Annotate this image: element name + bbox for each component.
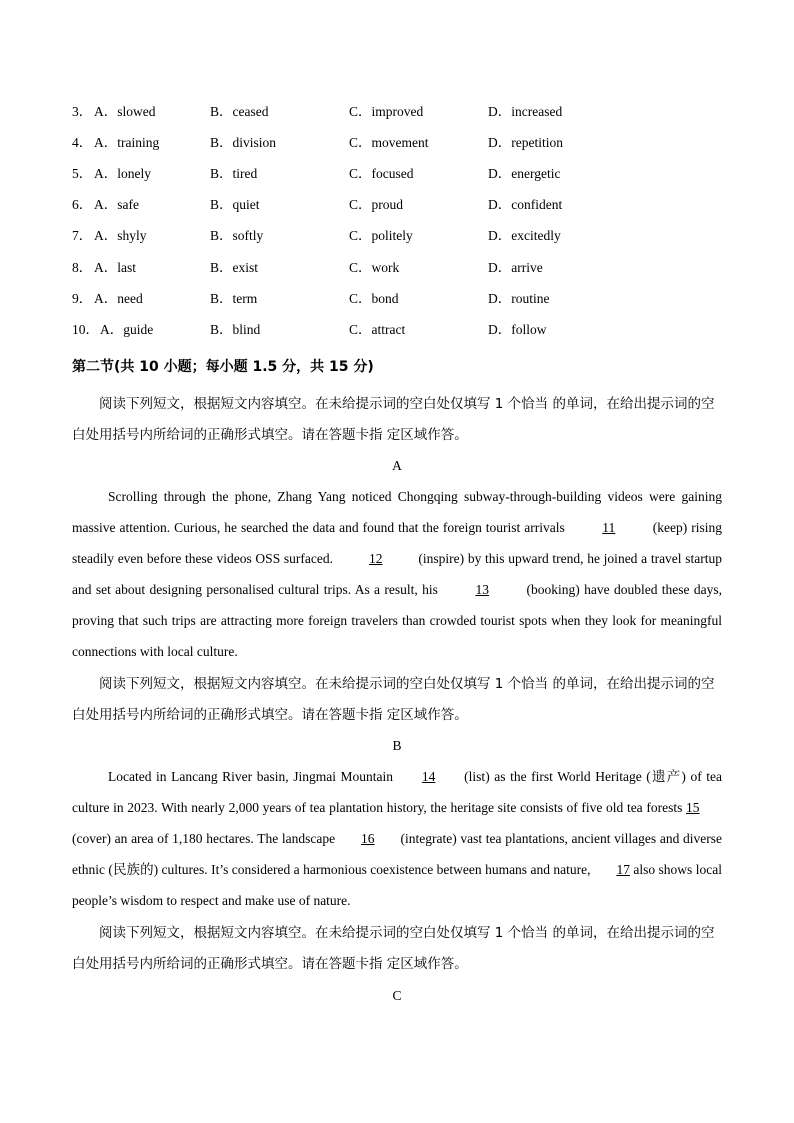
option-c: C．attract [349, 322, 406, 337]
passage-text: (cover) an area of 1,180 hectares. The landscape [72, 831, 339, 846]
option-c: C．proud [349, 197, 403, 212]
option-d: D．routine [488, 291, 550, 306]
question-number: 10． [72, 322, 99, 337]
option-b: B．softly [210, 228, 264, 243]
option-a: A．slowed [94, 104, 156, 119]
passage-text: (inspire) by this upward trend, he joined a travel startup and set about designing personalised cultural trips. As a result, his [72, 551, 722, 597]
option-a: A．lonely [94, 166, 151, 181]
passage-text: (keep) rising steadily even before these videos OSS surfaced. [72, 520, 722, 566]
blank-12: 12 [368, 551, 383, 566]
option-c: C．movement [349, 135, 429, 150]
option-b: B．quiet [210, 197, 260, 212]
option-a: A．guide [100, 322, 154, 337]
option-b: B．blind [210, 322, 261, 337]
option-c: C．bond [349, 291, 399, 306]
question-number: 4． [72, 135, 93, 150]
option-d: D．excitedly [488, 228, 561, 243]
question-number: 5． [72, 166, 93, 181]
option-d: D．repetition [488, 135, 563, 150]
option-c: C．work [349, 260, 400, 275]
question-number: 6． [72, 197, 93, 212]
option-b: B．ceased [210, 104, 269, 119]
option-c: C．improved [349, 104, 424, 119]
passage-a [72, 481, 722, 667]
option-d: D．arrive [488, 260, 543, 275]
question-number: 3． [72, 104, 93, 119]
passage-text: (booking) have doubled these days, proving that such trips are attracting more foreign travelers than crowded tourist spots when they look for meaningful connections with local culture. [72, 582, 722, 659]
question-number: 8． [72, 260, 93, 275]
option-b: B．division [210, 135, 277, 150]
blank-16: 16 [361, 831, 375, 846]
option-a: A．safe [94, 197, 139, 212]
instruction: 阅读下列短文，根据短文内容填空。在未给提示词的空白处仅填写 1 个恰当 的单词，在给出提示词的空白处用括号内所给词的正确形式填空。请在答题卡指 定区域作答。 [72, 676, 715, 723]
passage-text: Scrolling through the phone, Zhang Yang noticed Chongqing subway-through-building videos were gaining massive attention. Curious, he searched the data and found that the foreign tourist arrivals [72, 489, 722, 535]
blank-17: 17 [616, 862, 630, 877]
option-a: A．training [94, 135, 160, 150]
option-c: C．focused [349, 166, 414, 181]
option-d: D．energetic [488, 166, 561, 181]
question-number: 7． [72, 228, 93, 243]
question-number: 9． [72, 291, 93, 306]
section-title: 第二节(共 10 小题；每小题 1.5 分，共 15 分) [72, 359, 374, 375]
passage-c-letter: C [392, 988, 402, 1003]
passage-text: (integrate) vast tea plantations, ancient villages and diverse ethnic (民族的) cultures. It’s considered a harmonious coexistence between humans and nature, [72, 831, 722, 877]
passage-b-letter: B [392, 738, 402, 753]
option-a: A．shyly [94, 228, 147, 243]
instruction: 阅读下列短文，根据短文内容填空。在未给提示词的空白处仅填写 1 个恰当 的单词，在给出提示词的空白处用括号内所给词的正确形式填空。请在答题卡指 定区域作答。 [72, 925, 715, 972]
option-c: C．politely [349, 228, 413, 243]
option-d: D．confident [488, 197, 563, 212]
passage-text: also shows local people’s wisdom to respect and make use of nature. [72, 862, 722, 908]
option-b: B．term [210, 291, 258, 306]
blank-15: 15 [686, 800, 700, 815]
blank-11: 11 [602, 520, 616, 535]
blank-14: 14 [421, 769, 436, 784]
option-b: B．tired [210, 166, 258, 181]
passage-a-letter: A [392, 458, 402, 473]
option-a: A．last [94, 260, 136, 275]
instruction: 阅读下列短文，根据短文内容填空。在未给提示词的空白处仅填写 1 个恰当 的单词，在给出提示词的空白处用括号内所给词的正确形式填空。请在答题卡指 定区域作答。 [72, 396, 715, 443]
option-b: B．exist [210, 260, 259, 275]
passage-text: Located in Lancang River basin, Jingmai Mountain [108, 769, 398, 784]
blank-13: 13 [475, 582, 489, 597]
option-d: D．follow [488, 322, 547, 337]
passage-b [72, 761, 722, 916]
option-a: A．need [94, 291, 143, 306]
option-d: D．increased [488, 104, 563, 119]
passage-text: (list) as the first World Heritage (遗产) of tea culture in 2023. With nearly 2,000 years of tea plantation history, the heritage site consists of five old tea forests [72, 769, 723, 815]
